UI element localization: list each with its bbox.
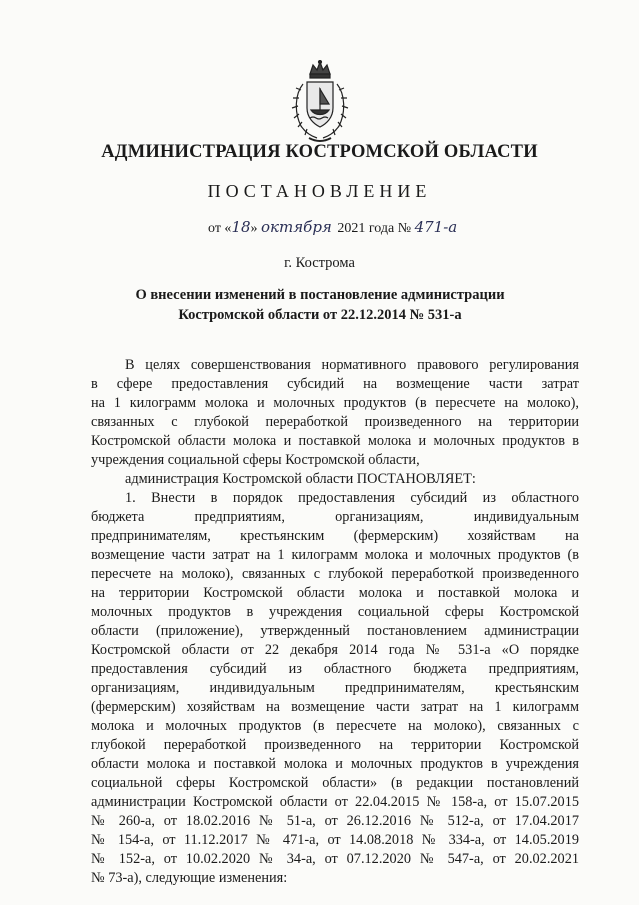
preamble-line: в сфере предоставления субсидий на возмещение части затрат <box>91 376 579 392</box>
document-type: ПОСТАНОВЛЕНИЕ <box>207 181 432 201</box>
item1-line: предоставления субсидий из областного бюджета предприятиям, <box>91 661 579 677</box>
coat-of-arms-emblem <box>291 60 349 144</box>
preamble-line: Костромской области молока и поставкой молока и молочных продуктов в <box>91 433 579 449</box>
preamble-line: на 1 килограмм молока и молочных продуктов (в пересчете на молоко), <box>91 395 579 411</box>
item1-line: организациям, индивидуальным предпринимателям, крестьянским <box>91 680 579 696</box>
item1-line: (фермерским) хозяйствам на возмещение части затрат на 1 килограмм <box>91 699 579 715</box>
item1-line: социальной сферы Костромской области» (в редакции постановлений <box>91 775 579 791</box>
date-prefix: от « <box>208 221 232 236</box>
preamble-line: В целях совершенствования нормативного правового регулирования <box>125 357 579 373</box>
item1-line: возмещение части затрат на 1 килограмм молока и молочных продуктов (в <box>91 547 579 563</box>
date-quote: » <box>250 221 262 236</box>
year-text: 2021 года № <box>333 221 415 236</box>
item1-line: администрации Костромской области от 22.04.2015 № 158-а, от 15.07.2015 <box>91 794 579 810</box>
item1-line: молочных продуктов в учреждения социальной сферы Костромской <box>91 604 579 620</box>
item1-line: № 152-а, от 10.02.2020 № 34-а, от 07.12.2020 № 547-а, от 20.02.2021 <box>91 851 579 867</box>
city-line: г. Кострома <box>284 255 355 271</box>
document-body <box>91 356 579 888</box>
item1-line: 1. Внести в порядок предоставления субсидий из областного <box>125 490 579 506</box>
item1-line: области молока и поставкой молока и молочных продуктов в учреждения <box>91 756 579 772</box>
item1-line: молока и молочных продуктов (в пересчете на молоко), связанных с <box>91 718 579 734</box>
item1-line: Костромской области от 22 декабря 2014 года № 531-а «О порядке <box>91 642 579 658</box>
resolves-line: администрация Костромской области ПОСТАНОВЛЯЕТ: <box>125 471 476 487</box>
handwritten-month: октября <box>261 218 332 236</box>
preamble-line: учреждения социальной сферы Костромской области, <box>91 452 420 468</box>
handwritten-day: 18 <box>231 218 251 236</box>
item1-line: бюджета предприятиям, организациям, индивидуальным <box>91 509 579 525</box>
item1-line: глубокой переработкой произведенного на территории Костромской <box>91 737 579 753</box>
subject-line: О внесении изменений в постановление администрации <box>135 287 505 303</box>
preamble-line: связанных с глубокой переработкой произведенного на территории <box>91 414 579 430</box>
item1-line: на территории Костромской области молока и поставкой молока и <box>91 585 579 601</box>
date-number-line <box>208 218 457 237</box>
item1-line: области (приложение), утвержденный постановлением администрации <box>91 623 579 639</box>
handwritten-number: 471-а <box>414 218 458 236</box>
item1-line: пересчете на молоко), связанных с глубокой переработкой произведенного <box>91 566 579 582</box>
organization-title: АДМИНИСТРАЦИЯ КОСТРОМСКОЙ ОБЛАСТИ <box>101 142 538 162</box>
document-subject <box>100 285 540 325</box>
item1-line: предпринимателям, крестьянским (фермерским) хозяйствам на <box>91 528 579 544</box>
item1-line: № 154-а, от 11.12.2017 № 471-а, от 14.08.2018 № 334-а, от 14.05.2019 <box>91 832 579 848</box>
subject-line: Костромской области от 22.12.2014 № 531-а <box>178 307 462 323</box>
item1-line: № 73-а), следующие изменения: <box>91 870 288 886</box>
item1-line: № 260-а, от 18.02.2016 № 51-а, от 26.12.2016 № 512-а, от 17.04.2017 <box>91 813 579 829</box>
